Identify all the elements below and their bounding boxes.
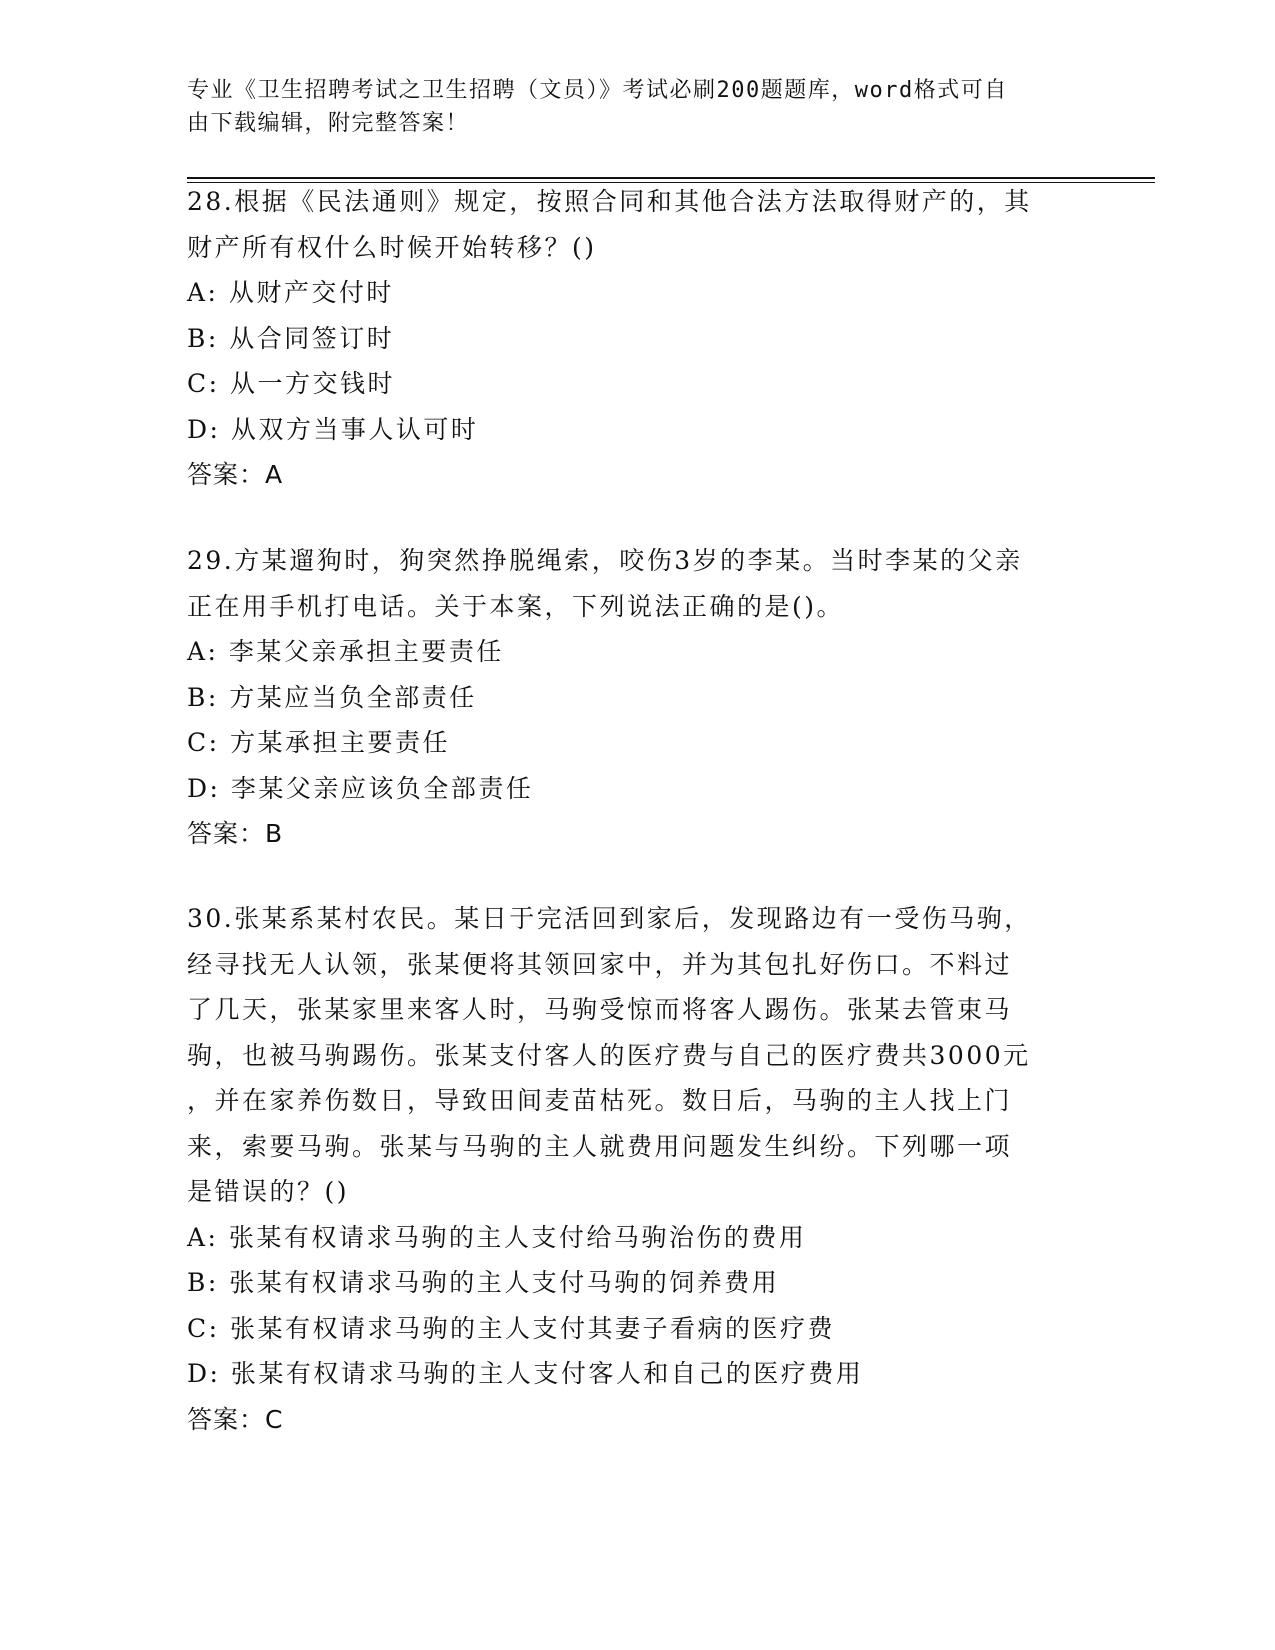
stem-line: 正在用手机打电话。关于本案，下列说法正确的是()。 xyxy=(187,591,845,621)
option-b: B: 张某有权请求马驹的主人支付马驹的饲养费用 xyxy=(187,1268,780,1297)
option-d: D: 张某有权请求马驹的主人支付客人和自己的医疗费用 xyxy=(187,1359,864,1388)
question-stem xyxy=(187,179,1087,270)
question-29 xyxy=(187,538,1087,856)
stem-line: 29.方某遛狗时，狗突然挣脱绳索，咬伤3岁的李某。当时李某的父亲 xyxy=(187,546,1023,575)
stem-line: 是错误的？() xyxy=(187,1177,350,1206)
stem-line: 来，索要马驹。张某与马驹的主人就费用问题发生纠纷。下列哪一项 xyxy=(187,1131,1013,1161)
answer-label: 答案： xyxy=(187,819,266,848)
stem-line: 经寻找无人认领，张某便将其领回家中，并为其包扎好伤口。不料过 xyxy=(187,949,1013,979)
stem-line: 30.张某系某村农民。某日于完活回到家后，发现路边有一受伤马驹， xyxy=(187,904,1032,933)
answer-line xyxy=(187,1397,1087,1442)
option-d: D: 李某父亲应该负全部责任 xyxy=(187,773,534,803)
option-a: A: 从财产交付时 xyxy=(187,278,394,307)
question-28 xyxy=(187,179,1087,497)
option-c: C: 从一方交钱时 xyxy=(187,369,395,398)
option-a: A: 张某有权请求马驹的主人支付给马驹治伤的费用 xyxy=(187,1222,807,1252)
answer-label: 答案： xyxy=(187,460,266,489)
stem-line: ，并在家养伤数日，导致田间麦苗枯死。数日后，马驹的主人找上门 xyxy=(187,1086,1013,1115)
stem-line: 驹，也被马驹踢伤。张某支付客人的医疗费与自己的医疗费共3000元 xyxy=(187,1040,1031,1070)
header-line-2: 由下载编辑，附完整答案！ xyxy=(187,111,470,136)
answer-line xyxy=(187,811,1087,856)
answer-value: A xyxy=(265,460,284,489)
stem-line: 了几天，张某家里来客人时，马驹受惊而将客人踢伤。张某去管束马 xyxy=(187,995,1013,1024)
question-30 xyxy=(187,896,1087,1442)
question-stem xyxy=(187,538,1087,629)
answer-value: B xyxy=(265,819,284,848)
option-a: A: 李某父亲承担主要责任 xyxy=(187,637,504,666)
option-c: C: 方某承担主要责任 xyxy=(187,728,450,757)
header-line-1: 专业《卫生招聘考试之卫生招聘（文员）》考试必刷200题题库，word格式可自 xyxy=(187,78,1008,103)
option-b: B: 方某应当负全部责任 xyxy=(187,682,477,712)
answer-line xyxy=(187,452,1087,497)
document-header xyxy=(187,74,1087,140)
answer-label: 答案： xyxy=(187,1404,266,1434)
answer-value: C xyxy=(265,1404,284,1434)
option-b: B: 从合同签订时 xyxy=(187,323,395,353)
option-d: D: 从双方当事人认可时 xyxy=(187,414,479,444)
stem-line: 28.根据《民法通则》规定，按照合同和其他合法方法取得财产的，其 xyxy=(187,187,1032,216)
question-stem xyxy=(187,896,1087,1215)
stem-line: 财产所有权什么时候开始转移？() xyxy=(187,232,597,262)
option-c: C: 张某有权请求马驹的主人支付其妻子看病的医疗费 xyxy=(187,1313,836,1343)
